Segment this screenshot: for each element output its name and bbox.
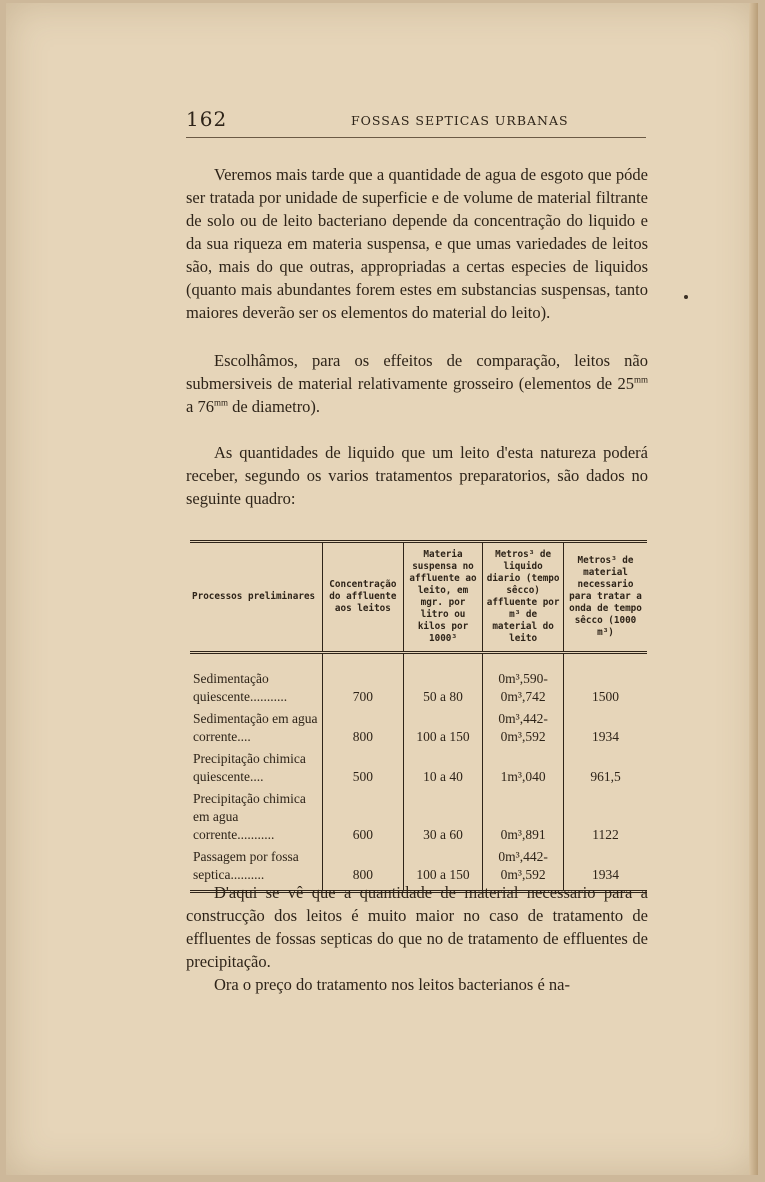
table-row <box>190 788 647 846</box>
cell-concentration: 800 <box>323 846 404 892</box>
paragraph-2-part-b: a 76 <box>186 397 214 416</box>
cell-suspended: 10 a 40 <box>403 748 482 788</box>
paragraph-2-text <box>186 349 648 418</box>
unit-sup-1: mm <box>633 374 648 385</box>
paragraph-3 <box>186 441 648 510</box>
cell-concentration: 500 <box>323 748 404 788</box>
table-row <box>190 653 647 709</box>
paragraph-2 <box>186 349 648 418</box>
paragraph-1-text: Veremos mais tarde que a quantidade de agua de esgoto que póde ser tratada por unidade de superficie e de volume de material filtrante de solo ou de leito bacteriano depende da concentração do liquido e da sua riqueza em materia suspensa, e que umas variedades de leitos são, mais do que outras, appropriadas a certas especies de liquidos (quanto mais abundantes forem estes em substancias suspensas, tanto maiores deverão ser os elementos do material do leito). <box>186 165 648 322</box>
cell-liquid: 0m³,442-0m³,592 <box>483 846 564 892</box>
book-page <box>6 3 758 1175</box>
cell-suspended: 100 a 150 <box>403 708 482 748</box>
cell-suspended: 30 a 60 <box>403 788 482 846</box>
page-edge <box>749 3 758 1175</box>
page-header <box>186 107 646 138</box>
header-metros-liquido: Metros³ de liquido diario (tempo sêcco) affluente por m³ de material do leito <box>483 542 564 653</box>
cell-material: 1500 <box>564 653 648 709</box>
cell-concentration: 700 <box>323 653 404 709</box>
cell-process: Sedimentação em agua corrente.... <box>193 711 318 744</box>
header-processos: Processos preliminares <box>190 542 323 653</box>
cell-concentration: 800 <box>323 708 404 748</box>
paragraph-2-part-a: Escolhâmos, para os effeitos de comparação, leitos não submersiveis de material relativamente grosseiro (elementos de 25 <box>186 351 648 393</box>
header-metros-material: Metros³ de material necessario para tratar a onda de tempo sêcco (1000 m³) <box>564 542 648 653</box>
data-table <box>190 540 647 893</box>
cell-liquid: 1m³,040 <box>483 748 564 788</box>
table-row <box>190 748 647 788</box>
paragraph-3-text: As quantidades de liquido que um leito d'esta natureza poderá receber, segundo os varios tratamentos preparatorios, são dados no seguinte quadro: <box>186 443 648 508</box>
cell-process: Precipitação chimica em agua corrente........... <box>193 791 306 842</box>
paragraph-1 <box>186 163 648 324</box>
cell-liquid: 0m³,590-0m³,742 <box>483 653 564 709</box>
table-row <box>190 708 647 748</box>
unit-sup-2: mm <box>213 397 228 408</box>
cell-concentration: 600 <box>323 788 404 846</box>
cell-process: Passagem por fossa septica.......... <box>193 849 299 882</box>
cell-material: 1934 <box>564 846 648 892</box>
cell-liquid: 0m³,442-0m³,592 <box>483 708 564 748</box>
page-number: 162 <box>186 107 228 131</box>
cell-material: 1934 <box>564 708 648 748</box>
header-concentracao: Concentração do affluente aos leitos <box>323 542 404 653</box>
paragraph-4 <box>186 881 648 996</box>
running-title: FOSSAS SEPTICAS URBANAS <box>351 113 569 128</box>
cell-suspended: 100 a 150 <box>403 846 482 892</box>
cell-process: Precipitação chimica quiescente.... <box>193 751 306 784</box>
treatment-table <box>190 540 647 893</box>
table-header-row <box>190 542 647 653</box>
header-materia-suspensa: Materia suspensa no affluente ao leito, em mgr. por litro ou kilos por 1000³ <box>403 542 482 653</box>
paragraph-5-text: Ora o preço do tratamento nos leitos bacterianos é na- <box>214 975 570 994</box>
paragraph-2-part-c: de diametro). <box>227 397 321 416</box>
paragraph-4-text: D'aqui se vê que a quantidade de material necessario para a construcção dos leitos é muito maior no caso de tratamento de effluentes de fossas septicas do que no de tratamento de effluentes de precipitação. <box>186 883 648 971</box>
cell-process: Sedimentação quiescente........... <box>193 671 288 704</box>
cell-material: 1122 <box>564 788 648 846</box>
cell-suspended: 50 a 80 <box>403 653 482 709</box>
cell-material: 961,5 <box>564 748 648 788</box>
cell-liquid: 0m³,891 <box>483 788 564 846</box>
ink-spot <box>684 295 688 299</box>
